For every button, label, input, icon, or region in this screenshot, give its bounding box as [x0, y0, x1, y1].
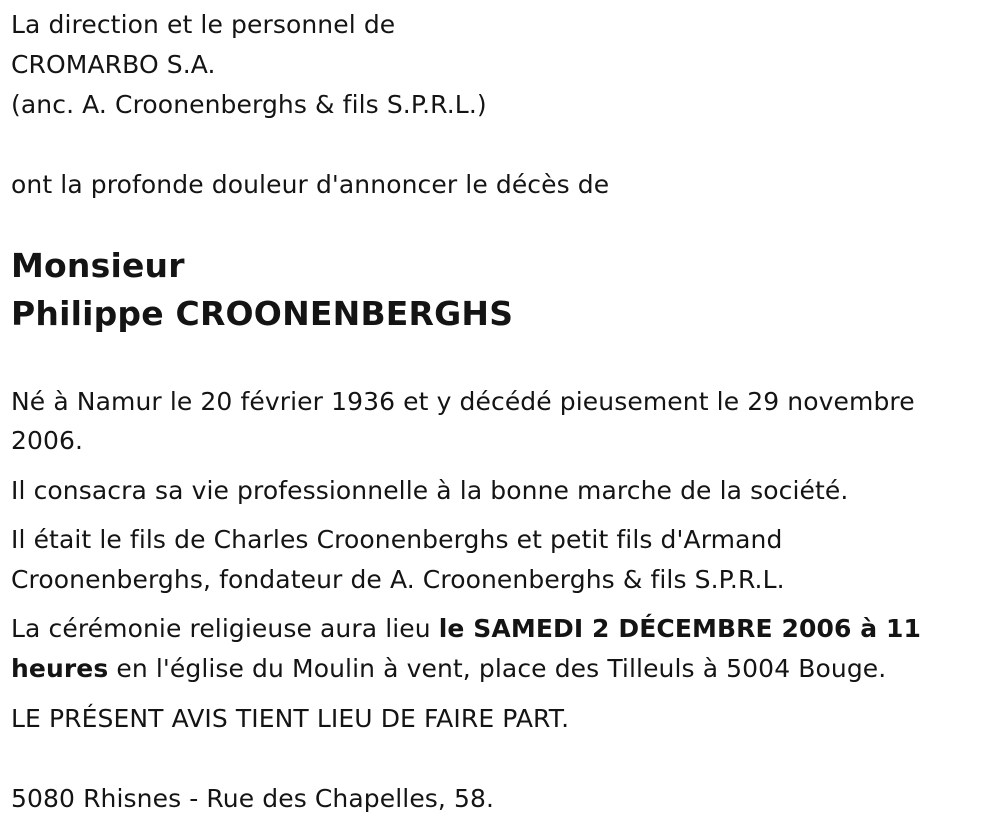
header-line-1: La direction et le personnel de: [11, 10, 396, 39]
address: 5080 Rhisnes - Rue des Chapelles, 58.: [11, 784, 495, 813]
notice-text: LE PRÉSENT AVIS TIENT LIEU DE FAIRE PART.: [11, 704, 570, 733]
birth-death-line-2: 2006.: [11, 426, 84, 455]
ceremony-time: heures: [11, 654, 109, 683]
deceased-name: Philippe CROONENBERGHS: [11, 294, 514, 333]
ceremony-location: en l'église du Moulin à vent, place des Tilleuls à 5004 Bouge.: [108, 654, 887, 683]
birth-death-line-1: Né à Namur le 20 février 1936 et y décédé pieusement le 29 novembre: [11, 387, 915, 416]
ceremony-intro: La cérémonie religieuse aura lieu: [11, 614, 439, 643]
family-line-1: Il était le fils de Charles Croonenberghs et petit fils d'Armand: [11, 525, 783, 554]
death-notice: [11, 0, 986, 834]
company-name: CROMARBO S.A.: [11, 50, 216, 79]
family-line-2: Croonenberghs, fondateur de A. Croonenberghs & fils S.P.R.L.: [11, 565, 785, 594]
career-text: Il consacra sa vie professionnelle à la bonne marche de la société.: [11, 476, 849, 505]
deceased-title: Monsieur: [11, 246, 185, 285]
announcement: ont la profonde douleur d'annoncer le décès de: [11, 170, 610, 199]
company-former-name: (anc. A. Croonenberghs & fils S.P.R.L.): [11, 90, 487, 119]
ceremony-line-2: [11, 649, 886, 689]
ceremony-line-1: [11, 609, 921, 649]
ceremony-date: le SAMEDI 2 DÉCEMBRE 2006 à 11: [438, 614, 922, 643]
